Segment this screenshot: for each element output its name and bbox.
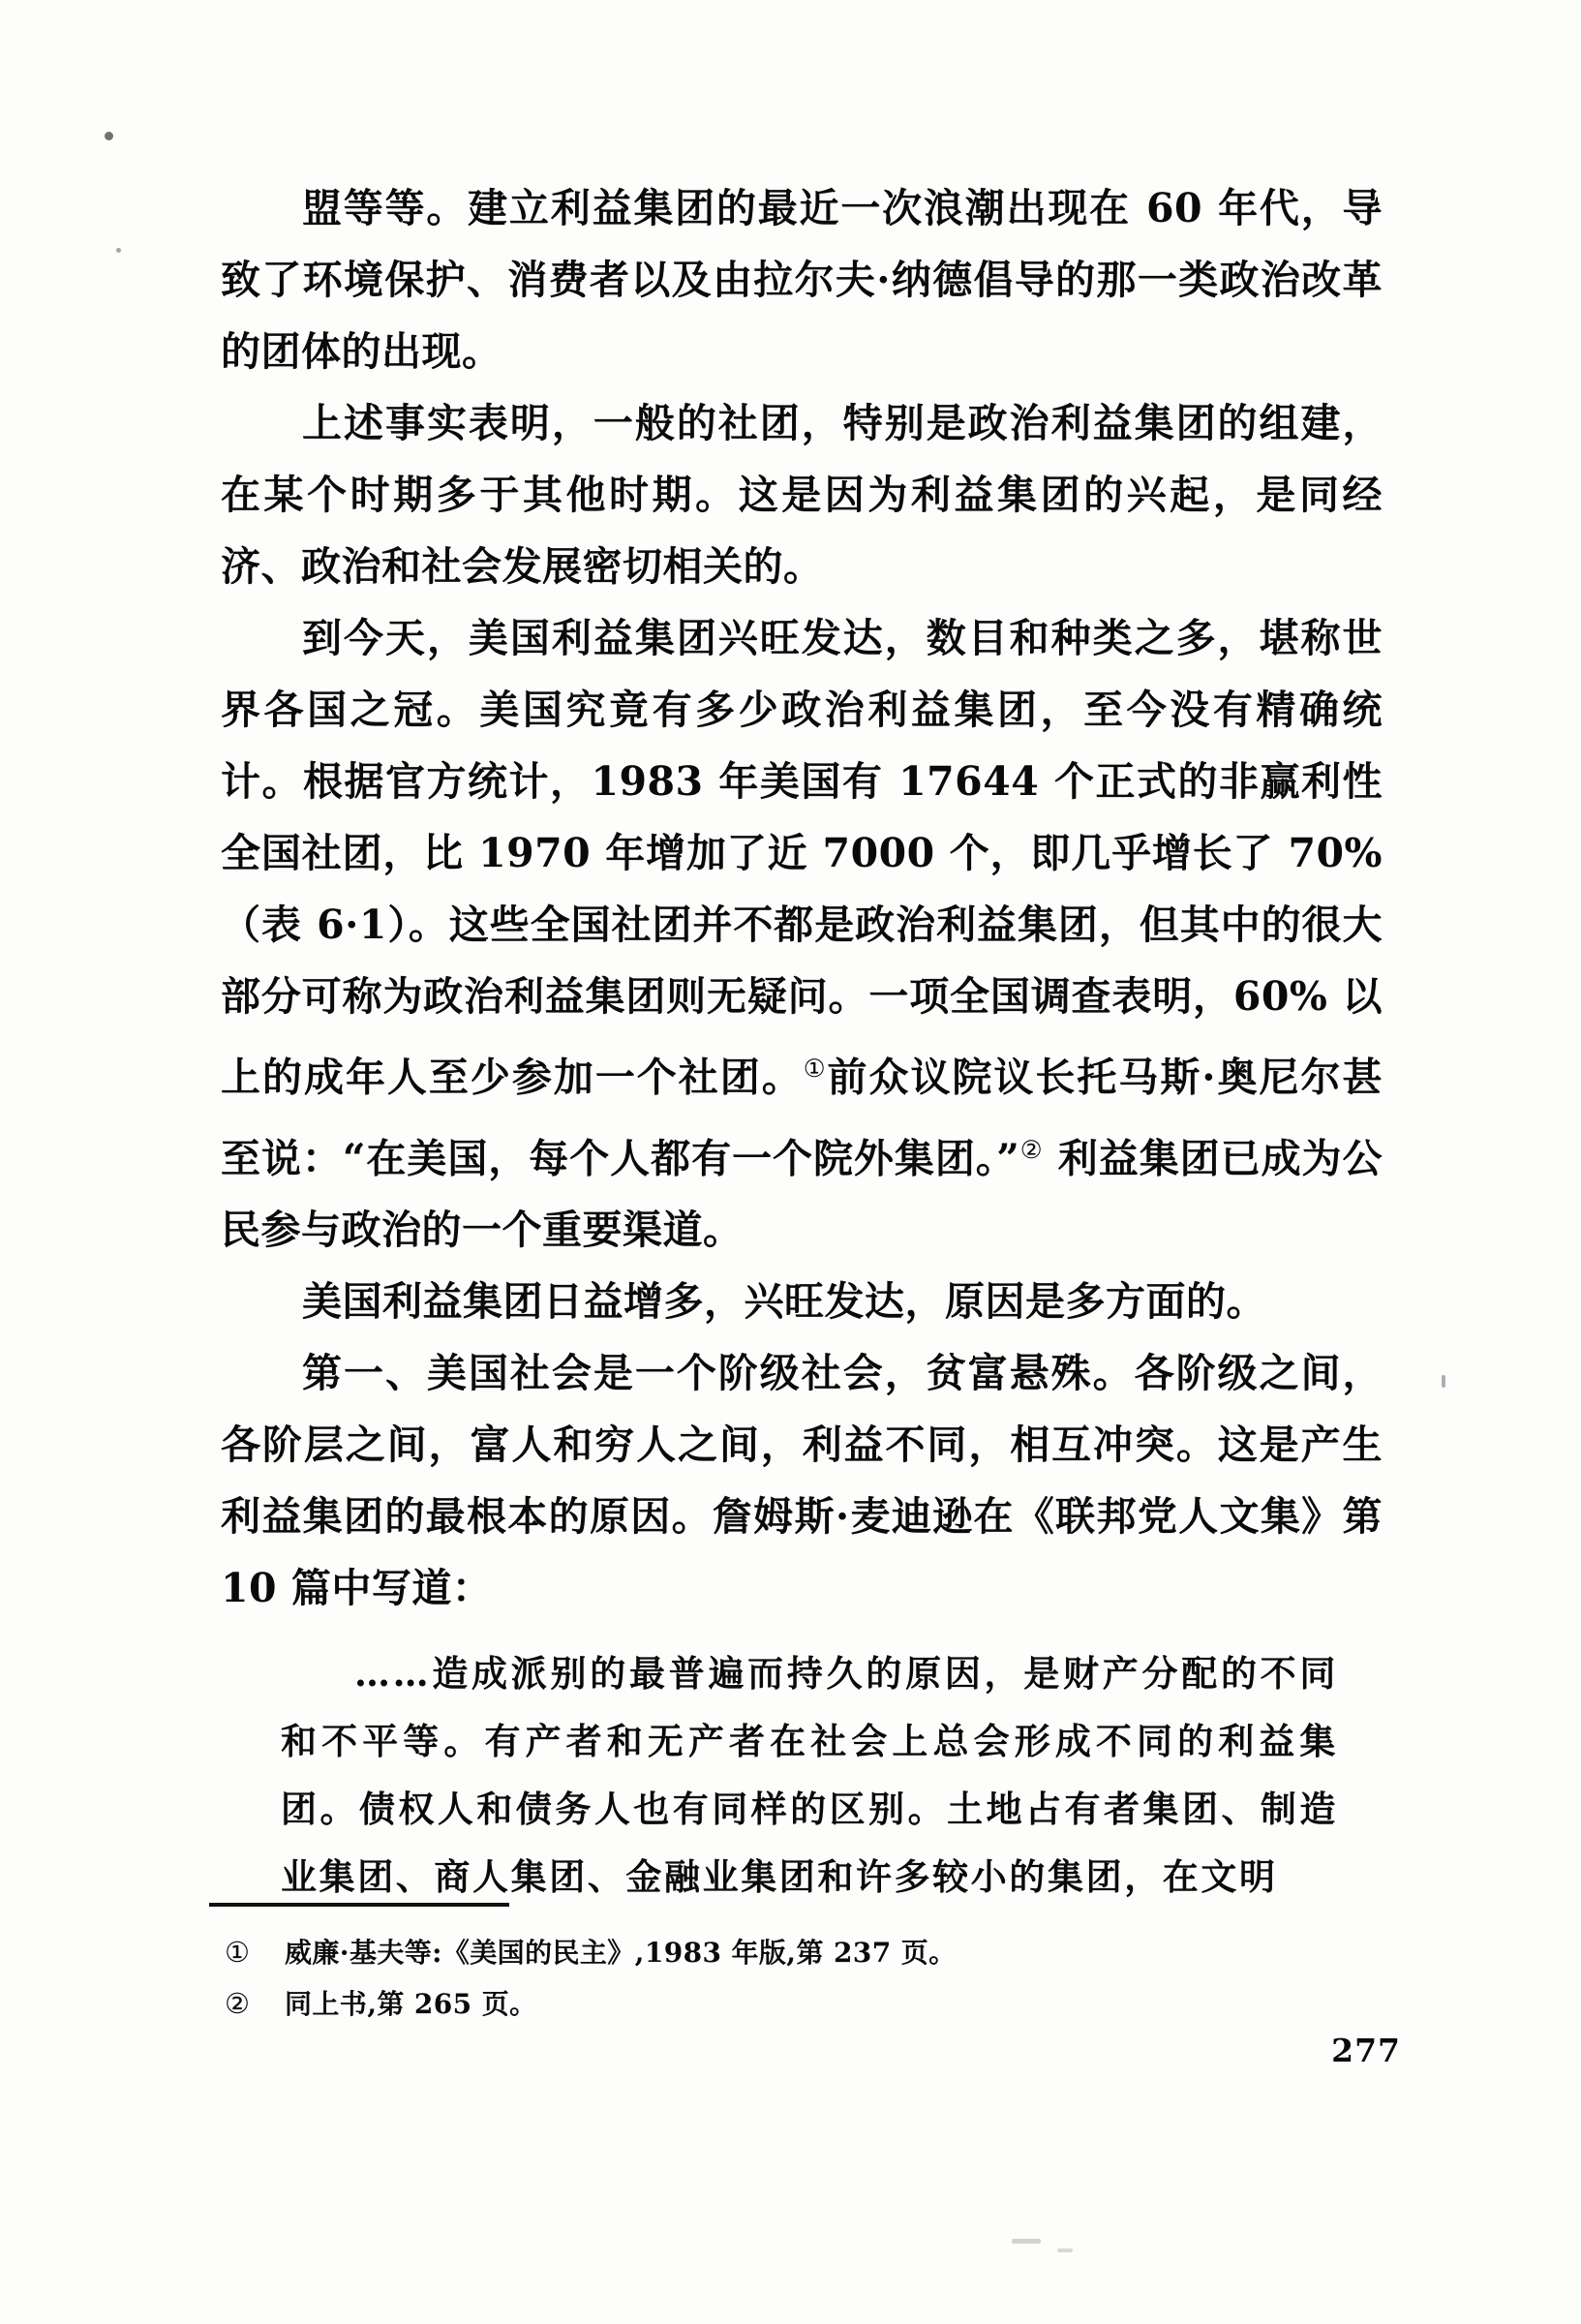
footnote-text: 同上书,第 265 页。	[285, 1988, 537, 2020]
page-number: 277	[1331, 2032, 1401, 2069]
scan-speck	[1012, 2239, 1041, 2244]
paragraph-3-text-end: 利益集团已成为公民参与政治的一个重要渠道。	[221, 1135, 1383, 1254]
paragraph-5: 第一、美国社会是一个阶级社会，贫富悬殊。各阶级之间，各阶层之间，富人和穷人之间，利益不同，相互冲突。这是产生利益集团的最根本的原因。詹姆斯·麦迪逊在《联邦党人文集》第 10 篇中写道：	[221, 1350, 1383, 1612]
paragraph-2: 上述事实表明，一般的社团，特别是政治利益集团的组建，在某个时期多于其他时期。这是因为利益集团的兴起，是同经济、政治和社会发展密切相关的。	[221, 400, 1383, 590]
scan-speck	[116, 248, 121, 253]
paragraph-3	[221, 602, 1383, 1266]
block-quote-madison: ……造成派别的最普遍而持久的原因，是财产分配的不同和不平等。有产者和无产者在社会上总会形成不同的利益集团。债权人和债务人也有同样的区别。土地占有者集团、制造业集团、商人集团、金融业集团和许多较小的集团，在文明	[281, 1652, 1338, 1899]
paragraph-1: 盟等等。建立利益集团的最近一次浪潮出现在 60 年代，导致了环境保护、消费者以及由拉尔夫·纳德倡导的那一类政治改革的团体的出现。	[221, 185, 1383, 375]
footnote-marker: ②	[225, 1987, 251, 2020]
footnote-ref-2[interactable]: ②	[1019, 1134, 1044, 1164]
paragraph-4: 美国利益集团日益增多，兴旺发达，原因是多方面的。	[302, 1278, 1266, 1326]
page-text-block	[221, 172, 1383, 1911]
scan-speck	[105, 132, 113, 140]
footnote-ref-1[interactable]: ①	[803, 1054, 828, 1083]
scan-speck	[1442, 1375, 1445, 1388]
paragraph-3-text-continued: 前众议院议长托马斯·奥尼尔甚至说：“在美国，每个人都有一个院外集团。”	[221, 1054, 1383, 1182]
scan-speck	[1057, 2248, 1073, 2252]
footnote-text: 威廉·基夫等:《美国的民主》,1983 年版,第 237 页。	[285, 1937, 957, 1969]
footnote-item	[225, 1978, 1367, 2030]
footnote-item	[225, 1927, 1367, 1978]
paragraph-3-text: 到今天，美国利益集团兴旺发达，数目和种类之多，堪称世界各国之冠。美国究竟有多少政治利益集团，至今没有精确统计。根据官方统计，1983 年美国有 17644 个正式的非赢利性全国社团，比 1970 年增加了近 7000 个，即几乎增长了 70%（表 6·1）。这些全国社团并不都是政治利益集团，但其中的很大部分可称为政治利益集团则无疑问。一项全国调查表明，60% 以上的成年人至少参加一个社团。	[221, 615, 1383, 1101]
footnote-separator-rule	[209, 1903, 509, 1907]
footnote-list	[225, 1927, 1367, 2030]
footnote-marker: ①	[225, 1936, 251, 1969]
